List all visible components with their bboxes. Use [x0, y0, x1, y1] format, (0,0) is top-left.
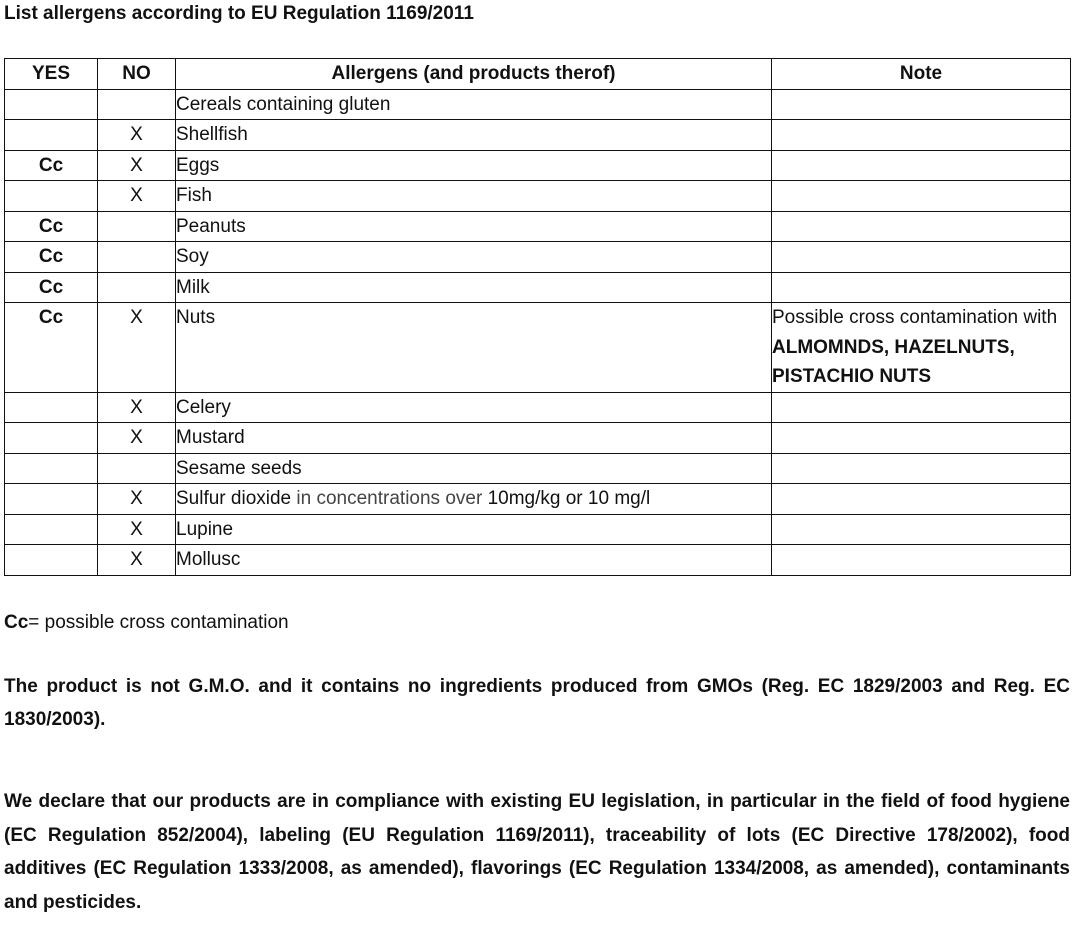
- cell-note: [772, 453, 1071, 484]
- header-no: NO: [98, 59, 176, 90]
- table-row: [5, 514, 1071, 545]
- cell-allergen: [176, 484, 772, 515]
- table-row: [5, 392, 1071, 423]
- cell-note: [772, 392, 1071, 423]
- cell-no: X: [98, 120, 176, 151]
- cell-yes: Cc: [5, 150, 98, 181]
- allergen-name: Cereals containing gluten: [176, 93, 391, 115]
- cell-yes: [5, 453, 98, 484]
- allergen-threshold: 10mg/kg or 10 mg/l: [487, 488, 651, 509]
- allergen-name: Fish: [176, 185, 212, 206]
- cell-allergen: [176, 89, 772, 120]
- cell-no: [98, 453, 176, 484]
- cell-note: [772, 514, 1071, 545]
- cell-allergen: [176, 181, 772, 212]
- cell-note: [772, 242, 1071, 273]
- table-header-row: [5, 59, 1071, 90]
- cell-no: X: [98, 392, 176, 423]
- allergen-name: Celery: [176, 396, 231, 418]
- cell-yes: [5, 545, 98, 576]
- header-yes: YES: [5, 59, 98, 90]
- cell-allergen: [176, 211, 772, 242]
- allergen-name: Sulfur dioxide: [176, 488, 292, 509]
- cell-note: [772, 120, 1071, 151]
- cell-note: [772, 89, 1071, 120]
- cell-yes: [5, 120, 98, 151]
- cell-no: X: [98, 181, 176, 212]
- note-emphasis: ALMOMNDS, HAZELNUTS, PISTACHIO NUTS: [772, 336, 1015, 387]
- table-row: [5, 453, 1071, 484]
- note-text: Possible cross contamination with: [772, 307, 1058, 328]
- table-row: [5, 303, 1071, 393]
- allergen-name: Soy: [176, 246, 209, 267]
- allergen-name: Eggs: [176, 154, 220, 176]
- cell-allergen: [176, 392, 772, 423]
- cell-no: X: [98, 514, 176, 545]
- table-row: [5, 242, 1071, 273]
- cell-note: [772, 272, 1071, 303]
- allergen-name: Shellfish: [176, 124, 248, 145]
- table-row: [5, 423, 1071, 454]
- cell-note: [772, 484, 1071, 515]
- cell-allergen: [176, 423, 772, 454]
- table-row: [5, 545, 1071, 576]
- cell-allergen: [176, 514, 772, 545]
- cell-yes: Cc: [5, 242, 98, 273]
- cell-allergen: [176, 120, 772, 151]
- cell-allergen: [176, 545, 772, 576]
- table-row: [5, 150, 1071, 181]
- header-note: Note: [772, 59, 1071, 90]
- cell-no: [98, 272, 176, 303]
- cell-no: X: [98, 303, 176, 393]
- allergen-name: Lupine: [176, 518, 234, 540]
- allergen-qualifier: in concentrations over: [291, 488, 488, 509]
- allergen-name: Sesame seeds: [176, 457, 302, 479]
- cell-yes: Cc: [5, 272, 98, 303]
- cell-yes: Cc: [5, 211, 98, 242]
- cell-yes: [5, 423, 98, 454]
- cell-no: [98, 211, 176, 242]
- cell-no: X: [98, 423, 176, 454]
- legend-text: = possible cross contamination: [28, 612, 289, 633]
- allergen-name: Mollusc: [176, 549, 241, 570]
- allergen-name: Milk: [176, 276, 210, 298]
- cell-no: [98, 242, 176, 273]
- table-row: [5, 89, 1071, 120]
- cell-no: X: [98, 150, 176, 181]
- page-title: List allergens according to EU Regulation 1169/2011: [4, 3, 474, 24]
- cell-yes: [5, 484, 98, 515]
- legend-abbr: Cc: [4, 612, 29, 633]
- gmo-statement: The product is not G.M.O. and it contains no ingredients produced from GMOs (Reg. EC 1829/2003 and Reg. EC 1830/2003).: [4, 676, 1070, 730]
- allergen-rows: [5, 89, 1071, 575]
- cell-yes: [5, 514, 98, 545]
- cell-note: [772, 211, 1071, 242]
- cell-allergen: [176, 242, 772, 273]
- table-row: [5, 211, 1071, 242]
- allergen-name: Peanuts: [176, 215, 246, 237]
- cell-allergen: [176, 453, 772, 484]
- cell-yes: [5, 181, 98, 212]
- cell-allergen: [176, 150, 772, 181]
- cell-note: [772, 181, 1071, 212]
- cell-no: X: [98, 484, 176, 515]
- compliance-declaration: We declare that our products are in compliance with existing EU legislation, in particular in the field of food hygiene (EC Regulation 852/2004), labeling (EU Regulation 1169/2011), traceability of lots (EC Directive 178/2002), food additives (EC Regulation 1333/2008, as amended), flavorings (EC Regulation 1334/2008, as amended), contaminants and pesticides.: [4, 791, 1070, 913]
- table-row: [5, 272, 1071, 303]
- allergen-name: Mustard: [176, 427, 245, 448]
- cell-note: [772, 150, 1071, 181]
- cell-note: [772, 545, 1071, 576]
- table-row: [5, 181, 1071, 212]
- cell-no: [98, 89, 176, 120]
- cell-yes: [5, 89, 98, 120]
- legend: [4, 612, 289, 634]
- cell-no: X: [98, 545, 176, 576]
- header-allergen: Allergens (and products therof): [176, 59, 772, 90]
- cell-allergen: [176, 303, 772, 393]
- allergen-name: Nuts: [176, 307, 216, 328]
- cell-yes: [5, 392, 98, 423]
- table-row: [5, 120, 1071, 151]
- cell-allergen: [176, 272, 772, 303]
- table-row: [5, 484, 1071, 515]
- cell-note: [772, 423, 1071, 454]
- cell-note: [772, 303, 1071, 393]
- allergen-table: [4, 58, 1071, 576]
- cell-yes: Cc: [5, 303, 98, 393]
